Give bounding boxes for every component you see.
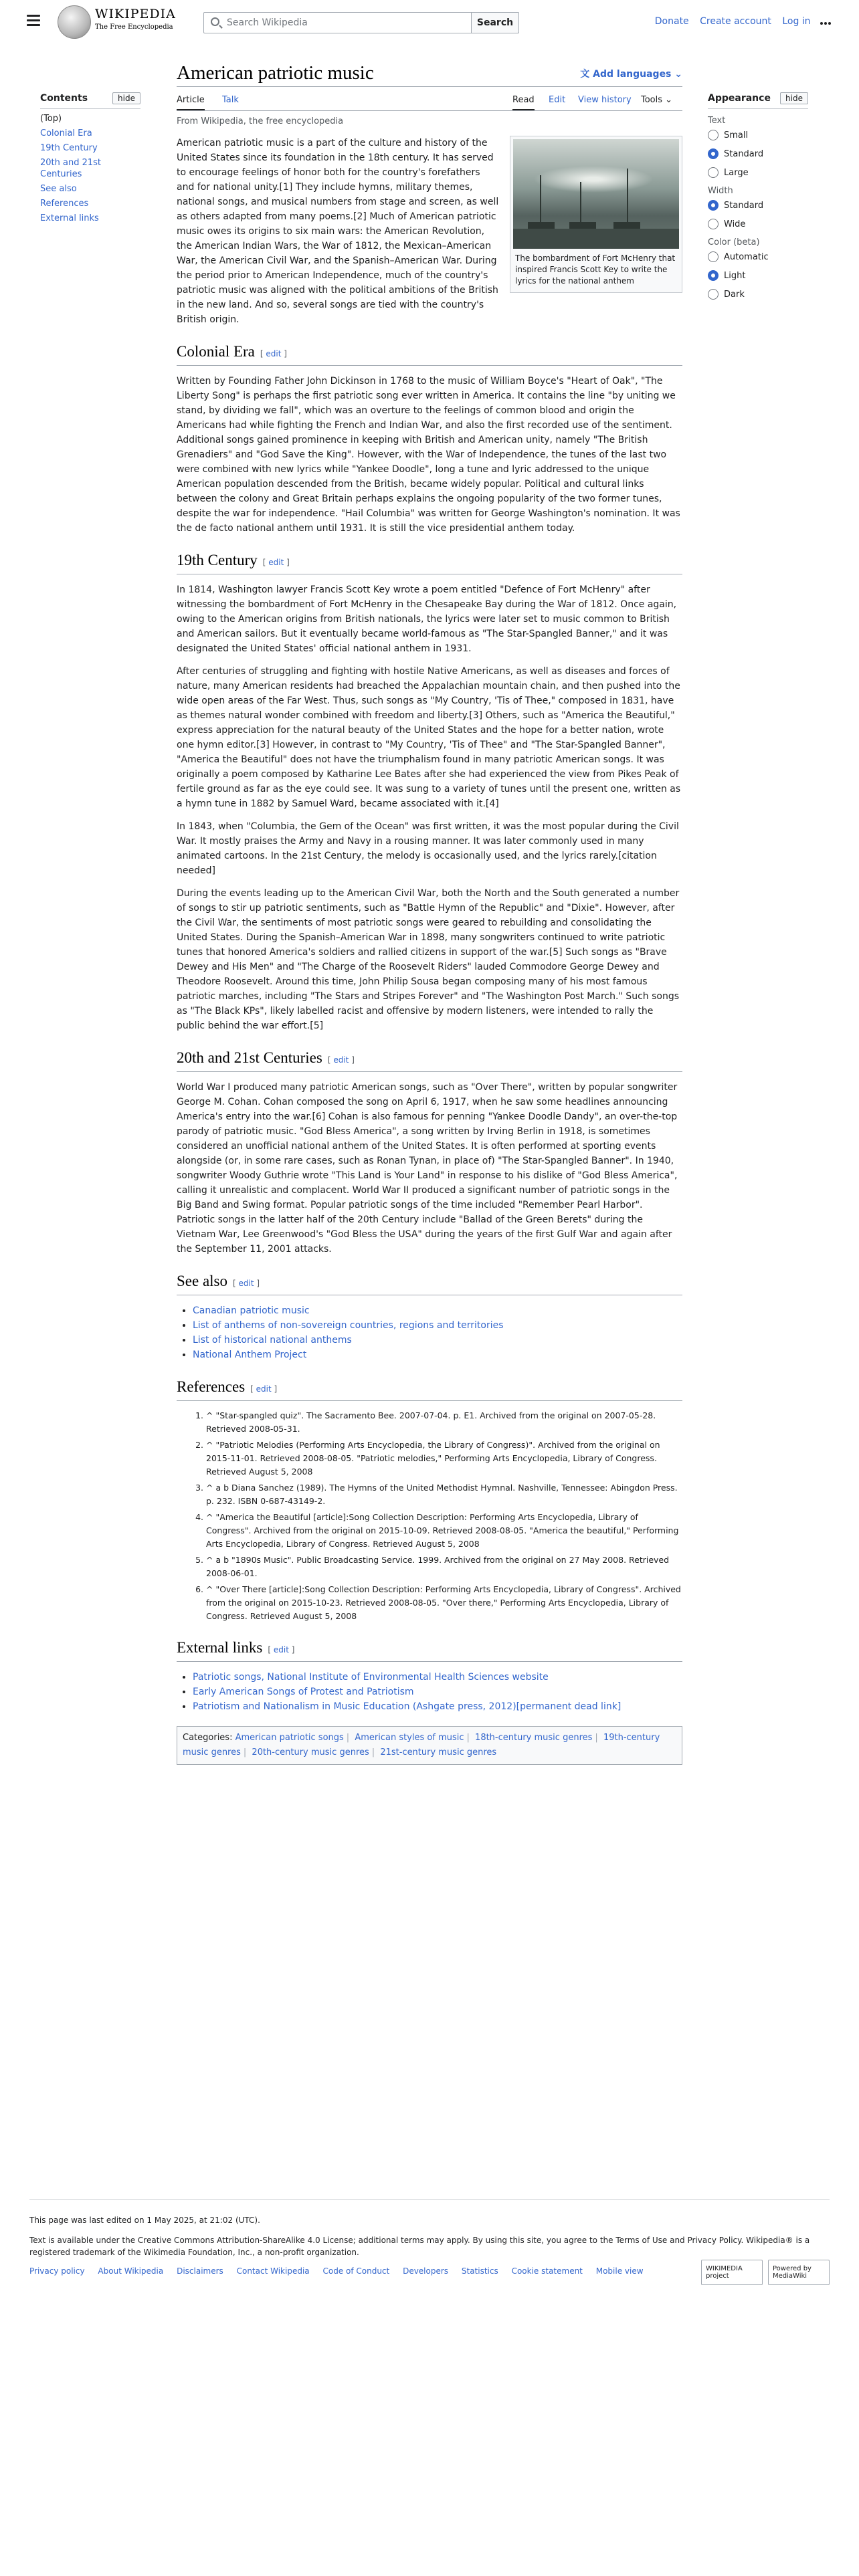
tab-edit[interactable]: Edit xyxy=(549,95,566,105)
see-also-link[interactable]: Canadian patriotic music xyxy=(193,1305,310,1316)
search-input[interactable] xyxy=(227,15,468,30)
appearance-title: Appearance xyxy=(708,93,771,104)
color-label: Color (beta) xyxy=(708,237,760,247)
logo-wordmark[interactable]: WIKIPEDIA xyxy=(95,7,176,21)
tools-menu[interactable]: Tools ⌄ xyxy=(641,95,673,105)
reference-item: 1. ^ "Star-spangled quiz". The Sacramento Bee. 2007-07-04. p. E1. Archived from the original on 2007-05-28. Retrieved 2008-05-31. xyxy=(206,1409,682,1436)
category-link[interactable]: 21st-century music genres xyxy=(380,1747,497,1757)
toc-item-top[interactable]: (Top) xyxy=(40,114,62,124)
radio-label: Standard xyxy=(724,148,764,159)
radio-label: Automatic xyxy=(724,251,769,262)
footer-link-disclaimers[interactable]: Disclaimers xyxy=(177,2266,223,2276)
add-languages-label: Add languages xyxy=(593,69,672,80)
section-title: External links xyxy=(177,1639,263,1656)
logo-tagline: The Free Encyclopedia xyxy=(95,23,173,31)
from-wikipedia-note: From Wikipedia, the free encyclopedia xyxy=(177,116,344,126)
footer-link-cookie-statement[interactable]: Cookie statement xyxy=(511,2266,583,2276)
user-links xyxy=(647,16,832,27)
paragraph: During the events leading up to the American Civil War, both the North and the South generated a number of songs to stir up patriotic sentiments, such as "Battle Hymn of the Republic" and "Dixie". However, after the Civil War, the sentiments of most patriotic songs were geared to rebuilding and consolidating the United States. During the Spanish–American War in 1898, many songwriters continued to write patriotic tunes that honored America's soldiers and rallied citizens in support of the war.[5] Such songs as "Brave Dewey and His Men" and "The Charge of the Roosevelt Riders" lauded Commodore George Dewey and Theodore Roosevelt. Around this time, John Philip Sousa began composing many of his most famous patriotic marches, including "The Stars and Stripes Forever" and "The Washington Post March." Such songs as "The Black KPs", likely labelled racist and offensive by modern listeners, were intended to rally the public behind the war effort.[5] xyxy=(177,888,680,1031)
section-title: 20th and 21st Centuries xyxy=(177,1049,322,1066)
section-title: See also xyxy=(177,1273,228,1289)
paragraph: World War I produced many patriotic American songs, such as "Over There", written by popular songwriter George M. Cohan. Cohan composed the song on April 6, 1917, when he saw some headlines announcing America's entry into the war.[6] Cohan is also famous for penning "Yankee Doodle Dandy", an over-the-top parody of patriotic music. "God Bless America", a song written by Irving Berlin in 1918, is sometimes considered an unofficial national anthem of the United States. It is often performed at sporting events alongside (or, in some rare cases, such as Ronan Tynan, in place of) "The Star-Spangled Banner". In 1940, songwriter Woody Guthrie wrote "This Land is Your Land" in response to his dislike of "God Bless America", calling it unrealistic and complacent. World War II produced a significant number of patriotic songs in the Big Band and Swing format. Popular patriotic songs of the time included "Remember Pearl Harbor". Patriotic songs in the latter half of the 20th Century include "Ballad of the Green Berets" during the Vietnam War, Lee Greenwood's "God Bless the USA" during the years of the first Gulf War and again after the September 11, 2001 attacks. xyxy=(177,1082,678,1255)
paragraph: Written by Founding Father John Dickinson in 1768 to the music of William Boyce's "Heart of Oak", "The Liberty Song" is perhaps the first patriotic song ever written in America. It contains the line "by uniting we stand, by dividing we fall", which was an overture to the feelings of common blood and origin the Americans had while fighting the French and Indian War, and also the first recorded use of the sentiment. Additional songs gained prominence in keeping with British and American unity, namely "The British Grenadiers" and "God Save the King". However, with the War of Independence, the tunes of the last two were combined with new lyrics while "Yankee Doodle", long a tune and lyric addressed to the unique American population descended from the British, became widely popular. Political and cultural links between the colony and Great Britain perhaps explains the ongoing popularity of the two former tunes, despite the war for independence. "Hail Columbia" was written for George Washington's nomination. It was the de facto national anthem until 1931. It is still the vice presidential anthem today. xyxy=(177,376,680,534)
footer-link-about[interactable]: About Wikipedia xyxy=(98,2266,164,2276)
toc-item-colonial-era[interactable]: Colonial Era xyxy=(40,128,92,138)
reference-item: 5. ^ a b "1890s Music". Public Broadcasting Service. 1999. Archived from the original on 27 May 2008. Retrieved 2008-06-01. xyxy=(206,1553,682,1580)
tab-view-history[interactable]: View history xyxy=(578,95,632,105)
footer-link-statistics[interactable]: Statistics xyxy=(461,2266,498,2276)
section-edit-link[interactable]: edit xyxy=(273,1645,289,1654)
toc-item-20th-21st-centuries[interactable]: 20th and 21st Centuries xyxy=(40,158,102,179)
tools-label: Tools xyxy=(641,95,663,105)
toc-title: Contents xyxy=(40,93,88,104)
external-link[interactable]: Patriotic songs, National Institute of Environmental Health Sciences website xyxy=(193,1672,549,1683)
external-link[interactable]: Early American Songs of Protest and Patriotism xyxy=(193,1687,414,1697)
color-dark-radio[interactable] xyxy=(708,289,808,300)
reference-item: 3. ^ a b Diana Sanchez (1989). The Hymns of the United Methodist Hymnal. Nashville, Tennessee: Abingdon Press. p. 232. ISBN 0-687-43149-2. xyxy=(206,1481,682,1508)
width-label: Width xyxy=(708,186,733,196)
table-of-contents xyxy=(40,92,140,227)
footer-link-developers[interactable]: Developers xyxy=(403,2266,449,2276)
text-size-small-radio[interactable] xyxy=(708,130,808,140)
search-box xyxy=(203,12,519,33)
more-options-icon[interactable] xyxy=(820,17,832,26)
external-link[interactable]: Patriotism and Nationalism in Music Education (Ashgate press, 2012)[permanent dead link] xyxy=(193,1701,622,1712)
section-title: 19th Century xyxy=(177,552,258,568)
radio-label: Light xyxy=(724,270,746,281)
reference-item: 4. ^ "America the Beautiful [article]:Song Collection Description: Performing Arts Encyclopedia, Library of Congress". Archived from the original on 2015-10-09. Retrieved 2008-08-05. "America the beautiful," Performing Arts Encyclopedia, Library of Congress. Retrieved August 5, 2008 xyxy=(206,1511,682,1551)
category-link[interactable]: American styles of music xyxy=(355,1733,464,1743)
section-edit-link[interactable]: edit xyxy=(333,1055,349,1065)
infobox xyxy=(510,136,682,293)
wikimedia-project-badge[interactable]: WIKIMEDIA project xyxy=(701,2260,763,2285)
powered-by-mediawiki-badge[interactable]: Powered by MediaWiki xyxy=(768,2260,830,2285)
references-list xyxy=(206,1409,682,1623)
footer-link-mobile-view[interactable]: Mobile view xyxy=(595,2266,644,2276)
text-size-large-radio[interactable] xyxy=(708,167,808,178)
reference-item: 6. ^ "Over There [article]:Song Collection Description: Performing Arts Encyclopedia, Library of Congress". Archived from the original on 2015-10-23. Retrieved 2008-08-05. "Over there," Performing Arts Encyclopedia, Library of Congress. Retrieved August 5, 2008 xyxy=(206,1583,682,1623)
see-also-list xyxy=(193,1303,682,1362)
section-heading-references: References [ edit ] xyxy=(177,1377,682,1401)
footer-link-contact[interactable]: Contact Wikipedia xyxy=(236,2266,310,2276)
main-menu-icon[interactable] xyxy=(27,15,40,27)
color-light-radio[interactable] xyxy=(708,270,808,281)
categories-label[interactable]: Categories: xyxy=(183,1733,233,1743)
paragraph: In 1814, Washington lawyer Francis Scott Key wrote a poem entitled "Defence of Fort McHenry" after witnessing the bombardment of Fort McHenry in the Chesapeake Bay during the War of 1812. Once again, owing to the American origins from British nationals, the lyrics were later set to music common to British and American sailors. But it eventually became world-famous as "The Star-Spangled Banner," and it was designated the United States' official national anthem in 1931. xyxy=(177,584,677,654)
radio-label: Large xyxy=(724,167,749,178)
bombardment-image[interactable] xyxy=(513,139,679,249)
toc-item-see-also[interactable]: See also xyxy=(40,184,77,194)
appearance-hide-button[interactable]: hide xyxy=(780,92,808,104)
tab-article[interactable]: Article xyxy=(177,95,205,110)
text-size-label: Text xyxy=(708,116,726,126)
radio-label: Small xyxy=(724,130,749,140)
toc-item-references[interactable]: References xyxy=(40,199,89,209)
appearance-panel xyxy=(708,92,808,308)
toc-item-19th-century[interactable]: 19th Century xyxy=(40,143,98,153)
create-account-link[interactable]: Create account xyxy=(700,16,771,27)
last-edited-note: This page was last edited on 1 May 2025, at 21:02 (UTC). xyxy=(29,2216,260,2225)
section-edit-link[interactable]: edit xyxy=(268,558,284,567)
text-size-standard-radio[interactable] xyxy=(708,148,808,159)
see-also-link[interactable]: List of historical national anthems xyxy=(193,1335,352,1346)
color-automatic-radio[interactable] xyxy=(708,251,808,262)
width-standard-radio[interactable] xyxy=(708,200,808,211)
section-heading-colonial-era: Colonial Era [ edit ] xyxy=(177,342,682,366)
section-heading-20th-21st-centuries: 20th and 21st Centuries [ edit ] xyxy=(177,1048,682,1072)
radio-label: Dark xyxy=(724,289,745,300)
see-also-link[interactable]: List of anthems of non-sovereign countries, regions and territories xyxy=(193,1320,504,1331)
reference-item: 2. ^ "Patriotic Melodies (Performing Arts Encyclopedia, the Library of Congress)". Archived from the original on 2015-11-01. Retrieved 2008-08-05. "Patriotic melodies," Performing Arts Encyclopedia, Library of Congress. Retrieved August 5, 2008 xyxy=(206,1438,682,1479)
page-footer xyxy=(29,2199,830,2280)
see-also-link[interactable]: National Anthem Project xyxy=(193,1350,307,1360)
paragraph: In 1843, when "Columbia, the Gem of the Ocean" was first written, it was the most popular during the Civil War. It mostly praises the Army and Navy in a rousing manner. It was later commonly used in many animated cartoons. In the 21st Century, the melody is occasionally used, and the lyrics rarely.[citation needed] xyxy=(177,821,679,876)
search-icon xyxy=(211,17,219,26)
categories-box: Categories: American patriotic songs | American styles of music | 18th-century music genres | 19th-century music genres | 20th-century music genres | 21st-century music genres xyxy=(177,1726,682,1765)
width-wide-radio[interactable] xyxy=(708,219,808,229)
page-title: American patriotic music xyxy=(177,62,374,84)
section-heading-see-also: See also [ edit ] xyxy=(177,1271,682,1295)
search-button[interactable]: Search xyxy=(471,12,519,33)
category-link[interactable]: 19th-century music genres xyxy=(183,1733,660,1757)
section-edit-link[interactable]: edit xyxy=(256,1384,272,1394)
add-languages-button[interactable]: 文 Add languages ⌄ xyxy=(580,69,682,80)
category-link[interactable]: American patriotic songs xyxy=(235,1733,344,1743)
category-link[interactable]: 18th-century music genres xyxy=(475,1733,593,1743)
section-edit-link[interactable]: edit xyxy=(238,1279,254,1288)
donate-link[interactable]: Donate xyxy=(654,16,689,27)
tab-talk[interactable]: Talk xyxy=(222,95,239,105)
license-note: Text is available under the Creative Commons Attribution-ShareAlike 4.0 License; additional terms may apply. By using this site, you agree to the Terms of Use and Privacy Policy. Wikipedia® is a registered trademark of the Wikimedia Foundation, Inc., a non-profit organization. xyxy=(29,2236,810,2257)
section-edit-link[interactable]: edit xyxy=(266,349,282,358)
section-title: Colonial Era xyxy=(177,343,255,360)
category-link[interactable]: 20th-century music genres xyxy=(252,1747,369,1757)
external-links-list xyxy=(193,1670,682,1714)
wikipedia-globe-logo[interactable] xyxy=(58,5,91,39)
section-heading-external-links: External links [ edit ] xyxy=(177,1638,682,1662)
infobox-caption: The bombardment of Fort McHenry that inspired Francis Scott Key to write the lyrics for the national anthem xyxy=(515,253,676,286)
toc-hide-button[interactable]: hide xyxy=(112,92,140,104)
section-heading-19th-century: 19th Century [ edit ] xyxy=(177,550,682,574)
toc-item-external-links[interactable]: External links xyxy=(40,213,99,223)
paragraph: After centuries of struggling and fighting with hostile Native Americans, as well as diseases and forces of nature, many American residents had breached the Appalachian mountain chain, and then pushed into the wide open areas of the Far West. Thus, such songs as "My Country, 'Tis of Thee," composed in 1831, have as themes natural wonder combined with freedom and liberty.[3] Others, such as "America the Beautiful," express appreciation for the natural beauty of the United States and the hope for a better nation, wrote one hymn editor.[3] However, in contrast to "My Country, 'Tis of Thee" and "The Star-Spangled Banner", "America the Beautiful" does not have the triumphalism found in many patriotic American songs. It was originally a poem composed by Katharine Lee Bates after she had experienced the view from Pikes Peak of fertile ground as far as the eye could see. It was sung to a variety of tunes until the present one, written as a hymn tune in 1882 by Samuel Ward, became associated with it.[4] xyxy=(177,666,681,809)
footer-link-privacy[interactable]: Privacy policy xyxy=(29,2266,85,2276)
section-title: References xyxy=(177,1378,246,1395)
page-tabs xyxy=(177,87,682,111)
radio-label: Wide xyxy=(724,219,746,229)
log-in-link[interactable]: Log in xyxy=(782,16,811,27)
article-content xyxy=(177,62,682,1765)
radio-label: Standard xyxy=(724,200,764,211)
site-header xyxy=(0,0,859,43)
tab-read[interactable]: Read xyxy=(512,95,535,110)
intro-paragraph: American patriotic music is a part of the culture and history of the United States since its foundation in the 18th century. It has served to encourage feelings of honor both for the country's forefathers and for national unity.[1] They include hymns, military themes, national songs, and musical numbers from stage and screen, as well as others adapted from many poems.[2] Much of American patriotic music owes its origins to six main wars: the American Revolution, the American Indian Wars, the War of 1812, the Mexican–American War, the American Civil War, and the Spanish–American War. During the period prior to American Independence, much of the country's patriotic music was aligned with the political ambitions of the British in the new land. And so, several songs are tied with the country's British origin. xyxy=(177,138,499,325)
footer-link-code-of-conduct[interactable]: Code of Conduct xyxy=(322,2266,390,2276)
